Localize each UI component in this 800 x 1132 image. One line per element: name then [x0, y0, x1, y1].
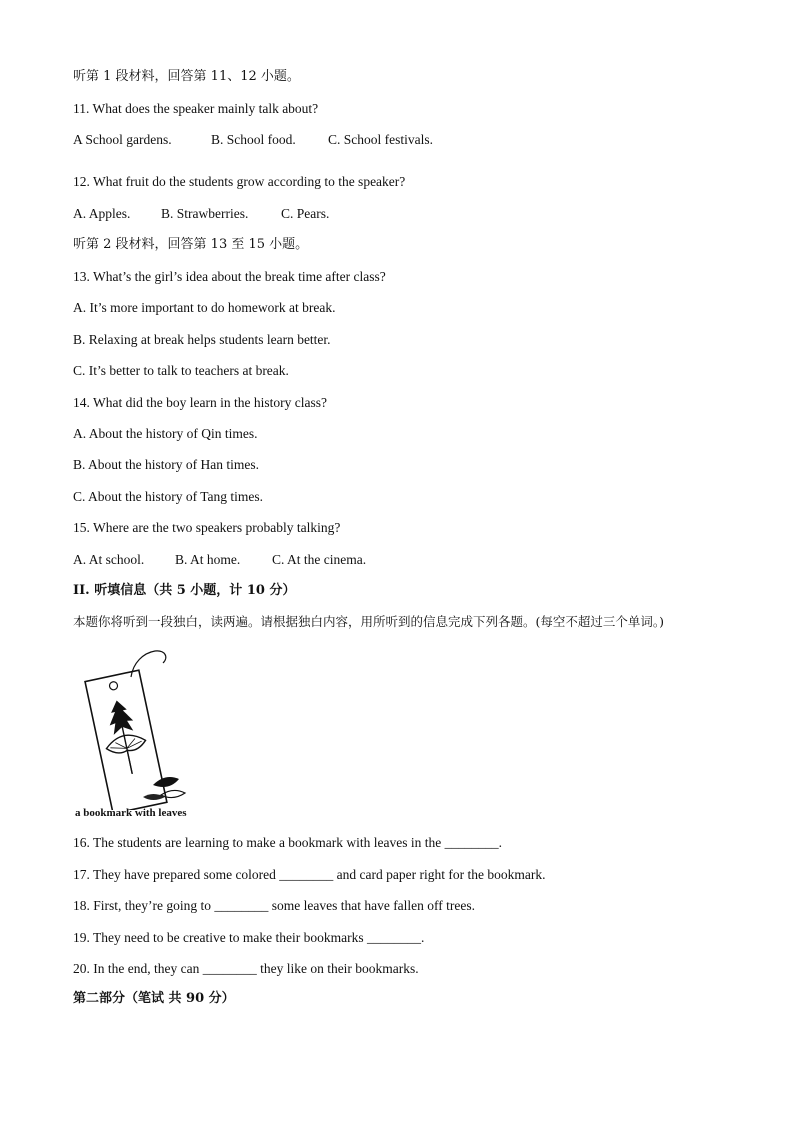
- section-2-heading: II. 听填信息（共 5 小题，计 10 分）: [73, 583, 296, 598]
- section-2-intro: 本题你将听到一段独白，读两遍。请根据独白内容，用所听到的信息完成下列各题。(每空不超过三个单词。): [73, 614, 665, 629]
- option-c: C. Pears.: [281, 206, 330, 221]
- option-c: C. School festivals.: [328, 132, 433, 147]
- blank-question-18: 18. First, they’re going to ________ some leaves that have fallen off trees.: [73, 898, 476, 913]
- instruction-passage-1: 听第 1 段材料，回答第 11、12 小题。: [73, 69, 300, 84]
- question-13-option-a: A. It’s more important to do homework at break.: [73, 300, 336, 315]
- question-11-options: [73, 131, 433, 149]
- question-13-option-b: B. Relaxing at break helps students learn better.: [73, 332, 331, 347]
- question-12-options: [73, 205, 329, 223]
- blank-question-19: 19. They need to be creative to make their bookmarks ________.: [73, 930, 425, 945]
- question-15-options: [73, 551, 366, 569]
- option-b: B. Strawberries.: [161, 206, 249, 221]
- option-c: C. At the cinema.: [272, 552, 367, 567]
- instruction-passage-2: 听第 2 段材料，回答第 13 至 15 小题。: [73, 237, 309, 252]
- question-13: 13. What’s the girl’s idea about the break time after class?: [73, 269, 386, 284]
- option-b: B. At home.: [175, 552, 241, 567]
- blank-question-17: 17. They have prepared some colored ________ and card paper right for the bookmark.: [73, 867, 546, 882]
- question-12: 12. What fruit do the students grow according to the speaker?: [73, 174, 406, 189]
- question-14-option-c: C. About the history of Tang times.: [73, 489, 264, 504]
- question-14-option-a: A. About the history of Qin times.: [73, 426, 258, 441]
- question-14-option-b: B. About the history of Han times.: [73, 457, 259, 472]
- part-2-heading: 第二部分（笔试 共 90 分）: [73, 991, 235, 1006]
- option-a: A School gardens.: [73, 132, 172, 147]
- option-a: A. Apples.: [73, 206, 131, 221]
- question-13-option-c: C. It’s better to talk to teachers at break.: [73, 363, 289, 378]
- option-a: A. At school.: [73, 552, 145, 567]
- bookmark-figure: [73, 645, 203, 825]
- option-b: B. School food.: [211, 132, 296, 147]
- bookmark-illustration-icon: [73, 645, 203, 810]
- question-14: 14. What did the boy learn in the history class?: [73, 395, 327, 410]
- blank-question-16: 16. The students are learning to make a bookmark with leaves in the ________.: [73, 835, 503, 850]
- question-11: 11. What does the speaker mainly talk about?: [73, 101, 319, 116]
- figure-caption: a bookmark with leaves: [75, 807, 187, 819]
- question-15: 15. Where are the two speakers probably talking?: [73, 520, 341, 535]
- blank-question-20: 20. In the end, they can ________ they like on their bookmarks.: [73, 961, 419, 976]
